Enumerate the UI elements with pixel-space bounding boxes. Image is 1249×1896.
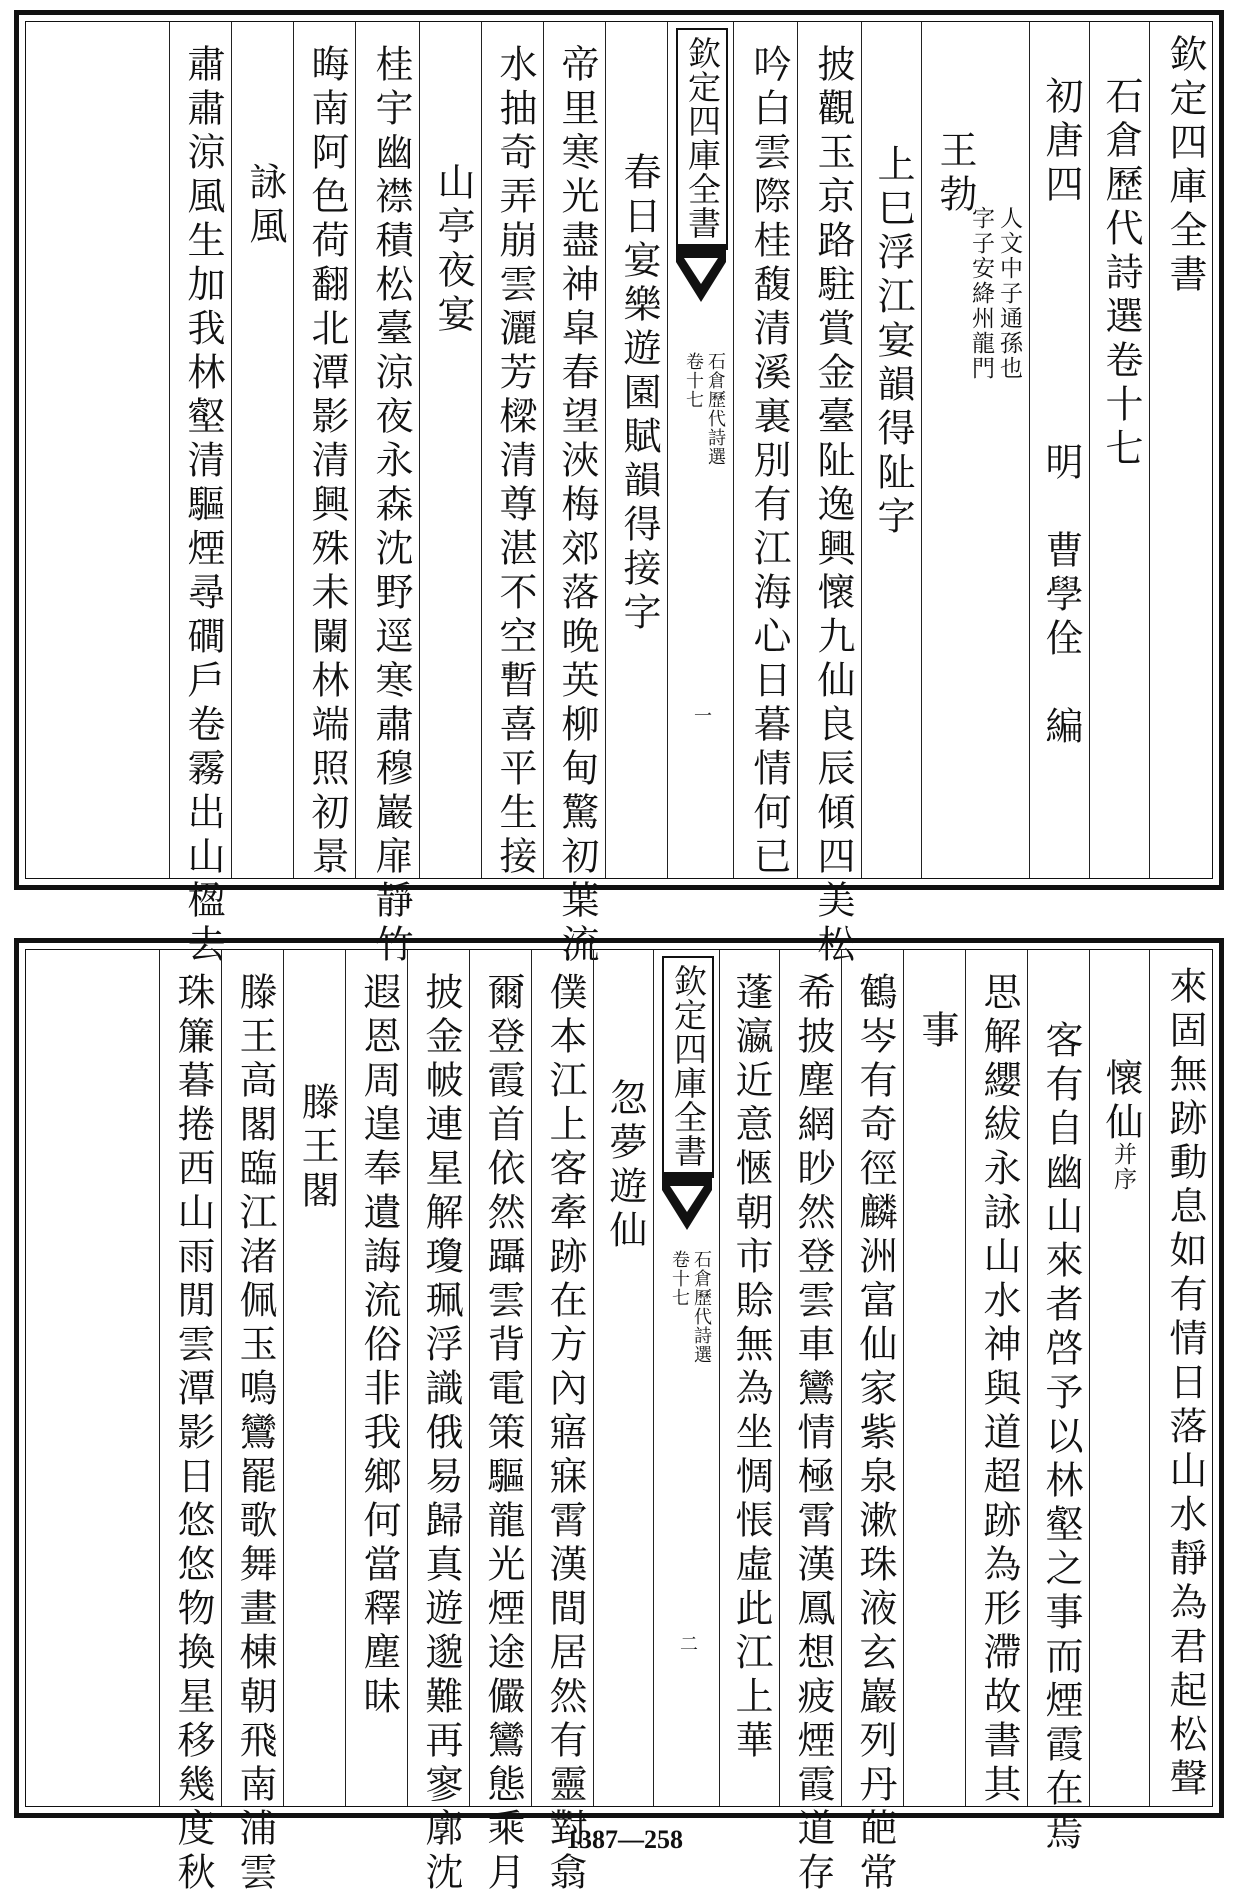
poem-line: 僕本江上客牽跡在方內寤寐霄漢間居然有靈對翕 — [543, 972, 587, 1896]
column-rule — [797, 22, 798, 878]
poem-title: 上巳浮江宴韻得阯字 — [871, 144, 915, 540]
gutter-page-number: 一 — [694, 706, 712, 727]
poem-title-note: 并序 — [1110, 1142, 1136, 1192]
column-rule — [1089, 22, 1090, 878]
column-rule — [903, 950, 904, 1806]
volume-title: 石倉歷代詩選卷十七 — [1099, 76, 1143, 472]
column-rule — [355, 22, 356, 878]
poem-line: 希披塵網眇然登雲車鸞情極霄漢鳳想疲煙霞道存 — [791, 972, 835, 1896]
gutter-book: 石倉歷代詩選 — [691, 1250, 712, 1364]
poem-line: 披金帔連星解瓊珮浮識俄易歸真遊邈難再寥廓沈 — [419, 972, 463, 1896]
poem-line: 吟白雲際桂馥清溪裏別有江海心日暮情何已 — [747, 44, 791, 880]
gutter-page-number: 二 — [680, 1634, 698, 1655]
column-rule — [293, 22, 294, 878]
poem-title: 詠風 — [243, 162, 287, 250]
fish-tail-mark — [662, 1172, 712, 1230]
poem-title: 滕王閣 — [295, 1082, 339, 1214]
gutter-volume: 卷十七 — [683, 352, 704, 409]
poem-line: 帝里寒光盡神皐春望浹梅郊落晚英柳甸驚初葉流 — [555, 44, 599, 968]
poem-line: 滕王高閣臨江渚佩玉鳴鸞罷歌舞畫棟朝飛南浦雲 — [233, 972, 277, 1896]
column-rule — [719, 950, 720, 1806]
column-rule — [921, 22, 922, 878]
compiler-line: 明 曹學佺 編 — [1039, 442, 1083, 750]
column-rule — [1149, 950, 1150, 1806]
poem-title: 忽夢遊仙 — [603, 1078, 647, 1254]
column-rule — [1149, 22, 1150, 878]
section-title: 初唐四 — [1039, 76, 1083, 208]
upper-page-frame — [25, 21, 1213, 968]
column-rule — [1029, 22, 1030, 878]
poem-line: 來固無跡動息如有情日落山水靜為君起松聲 — [1163, 966, 1207, 1802]
poem-line: 桂宇幽襟積松臺涼夜永森沈野逕寒肅穆巖扉靜竹 — [369, 44, 413, 968]
preface-line: 客有自幽山來者啓予以林壑之事而煙霞在焉 — [1039, 1020, 1083, 1856]
column-rule — [169, 22, 170, 878]
column-rule — [965, 950, 966, 1806]
poem-line: 遐恩周遑奉遺誨流俗非我鄉何當釋塵昧 — [357, 972, 401, 1720]
poem-title: 山亭夜宴 — [431, 162, 475, 338]
poem-line: 水抽奇弄崩雲灑芳樑清尊湛不空暫喜平生接 — [493, 44, 537, 880]
poem-line: 披觀玉京路駐賞金臺阯逸興懷九仙良辰傾四美松 — [811, 44, 855, 968]
column-rule — [407, 950, 408, 1806]
poem-line: 蓬瀛近意愜朝市賒無為坐惆悵虛此江上華 — [729, 972, 773, 1764]
column-rule — [841, 950, 842, 1806]
page-header: 欽定四庫全書 — [1163, 34, 1207, 298]
upper-page — [14, 10, 1224, 968]
gutter-book: 石倉歷代詩選 — [705, 352, 726, 466]
column-rule — [469, 950, 470, 1806]
fish-tail-mark — [676, 244, 726, 302]
column-rule — [481, 22, 482, 878]
column-rule — [1027, 950, 1028, 1806]
column-rule — [231, 22, 232, 878]
column-rule — [159, 950, 160, 1806]
gutter-title: 欽定四庫全書 — [676, 28, 728, 250]
column-rule — [531, 950, 532, 1806]
page-footer-number: 1387—258 — [566, 1825, 683, 1854]
poem-line: 鶴岑有奇徑麟洲富仙家紫泉漱珠液玄巖列丹葩常 — [853, 972, 897, 1896]
column-rule — [221, 950, 222, 1806]
column-rule — [419, 22, 420, 878]
gutter-title: 欽定四庫全書 — [662, 956, 714, 1178]
column-rule — [733, 22, 734, 878]
column-rule — [593, 950, 594, 1806]
poem-line: 珠簾暮捲西山雨閒雲潭影日悠悠物換星移幾度秋 — [171, 972, 215, 1896]
poem-line: 爾登霞首依然躡雲背電策驅龍光煙途儼鸞態乘月 — [481, 972, 525, 1896]
poem-title: 春日宴樂遊園賦韻得接字 — [617, 152, 661, 636]
column-rule — [861, 22, 862, 878]
column-rule — [667, 22, 668, 878]
author-name: 王勃 — [933, 130, 977, 218]
poem-line: 肅肅涼風生加我林壑清驅煙尋磵戶卷霧出山楹去 — [181, 44, 225, 968]
author-note: 字子安絳州龍門 — [968, 206, 994, 381]
author-note: 人文中子通孫也 — [996, 206, 1022, 381]
center-gutter — [656, 950, 718, 1806]
preface-line: 事 — [915, 1010, 959, 1054]
column-rule — [605, 22, 606, 878]
poem-line: 晦南阿色荷翻北潭影清興殊未闌林端照初景 — [305, 44, 349, 880]
column-rule — [653, 950, 654, 1806]
preface-line: 思解纓紱永詠山水神與道超跡為形滯故書其 — [977, 972, 1021, 1808]
column-rule — [779, 950, 780, 1806]
column-rule — [345, 950, 346, 1806]
center-gutter — [670, 22, 732, 878]
column-rule — [1089, 950, 1090, 1806]
gutter-volume: 卷十七 — [669, 1250, 690, 1307]
poem-title: 懷仙 — [1099, 1058, 1143, 1146]
column-rule — [543, 22, 544, 878]
column-rule — [283, 950, 284, 1806]
